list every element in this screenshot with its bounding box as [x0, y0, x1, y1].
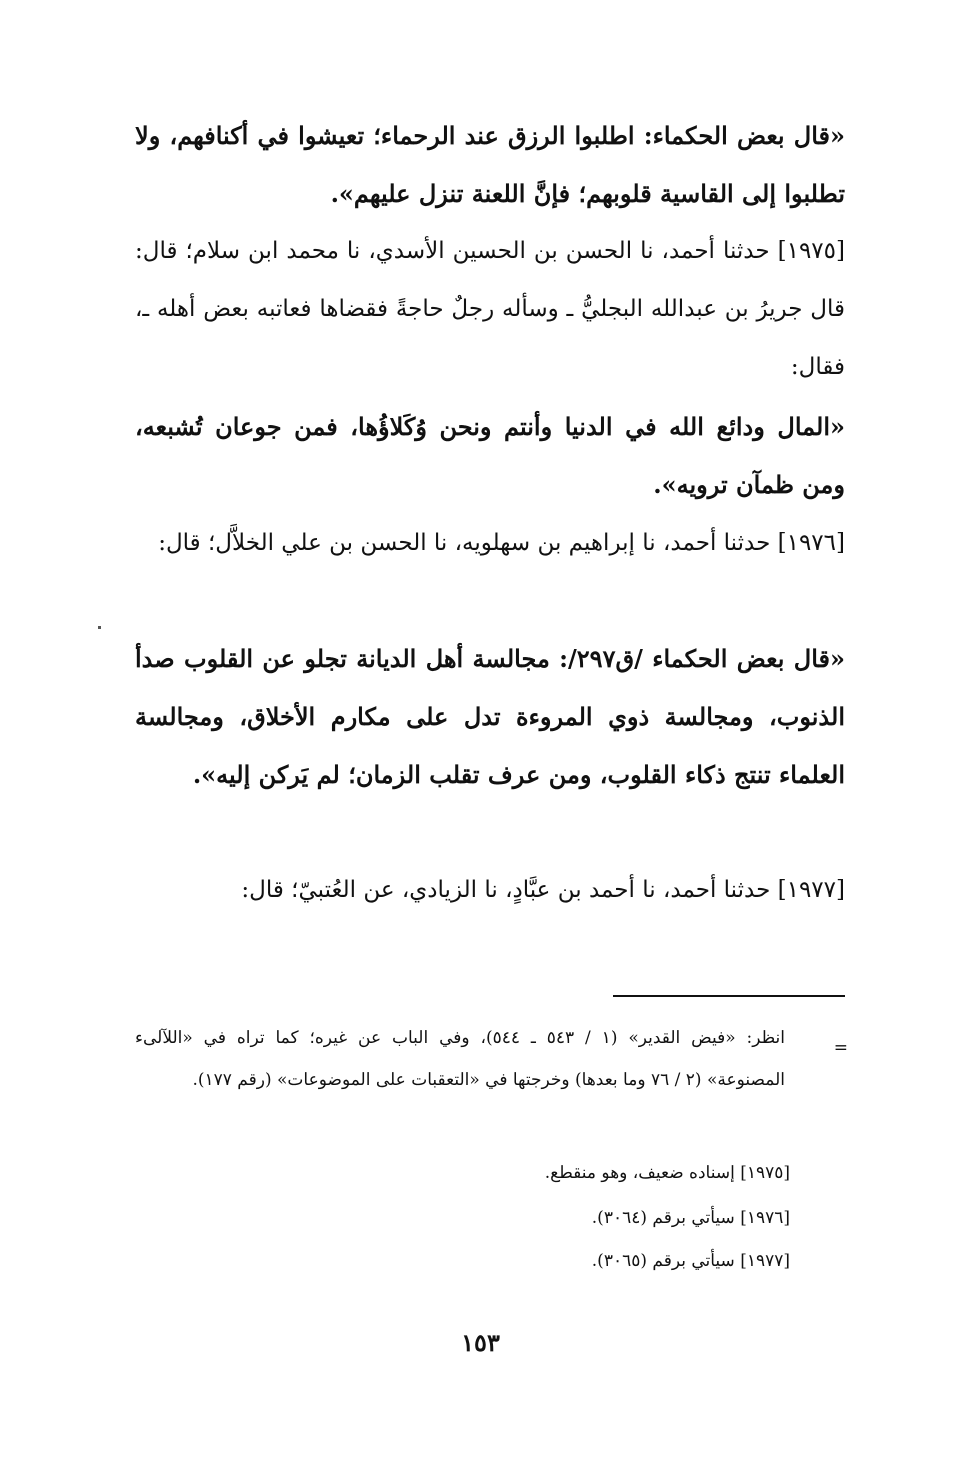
footnote-divider [613, 995, 845, 997]
quote-paragraph-1: «قال بعض الحكماء: اطلبوا الرزق عند الرحماء؛ تعيشوا في أكنافهم، ولا تطلبوا إلى القاسية قلوبهم؛ فإنَّ اللعنة تنزل عليهم». [135, 121, 846, 208]
footnote-continuation-mark: = [833, 1038, 848, 1058]
quote-paragraph-2: «المال ودائع الله في الدنيا وأنتم ونحن وُكَلاؤُها، فمن جوعان تُشبعه، ومن ظمآن ترويه». [135, 412, 845, 499]
page-body [135, 0, 848, 1475]
footnote-continuation: انظر: «فيض القدير» (١ / ٥٤٣ ـ ٥٤٤)، وفي الباب عن غيره؛ كما تراه في «اللآلىء المصنوعة» (٢ / ٧٦ وما بعدها) وخرجتها في «التعقبات على الموضوعات» (رقم ١٧٧). [135, 1028, 786, 1090]
hadith-1976-paragraph: [١٩٧٦] حدثنا أحمد، نا إبراهيم بن سهلويه، نا الحسن بن علي الخلاَّل؛ قال: [158, 530, 845, 556]
footnote-1977: [١٩٧٧] سيأتي برقم (٣٠٦٥). [591, 1251, 790, 1271]
margin-speck [98, 626, 101, 629]
hadith-1977-paragraph: [١٩٧٧] حدثنا أحمد، نا أحمد بن عبَّادٍ، نا الزيادي، عن العُتبيّ؛ قال: [241, 877, 845, 903]
page-number: ١٥٣ [461, 1328, 500, 1357]
quote-paragraph-3: «قال بعض الحكماء /ق٢٩٧/: مجالسة أهل الديانة تجلو عن القلوب صدأ الذنوب، ومجالسة ذوي المروءة تدل على مكارم الأخلاق، ومجالسة العلماء تنتج ذكاء القلوب، ومن عرف تقلب الزمان؛ لم يَركن إليه». [135, 644, 845, 789]
footnote-1976: [١٩٧٦] سيأتي برقم (٣٠٦٤). [591, 1208, 790, 1228]
footnote-1975: [١٩٧٥] إسناده ضعيف، وهو منقطع. [544, 1163, 790, 1183]
hadith-1975-paragraph: [١٩٧٥] حدثنا أحمد، نا الحسن بن الحسين الأسدي، نا محمد ابن سلام؛ قال: قال جريرُ بن عبدالله البجليُّ ـ وسأله رجلٌ حاجةً فقضاها فعاتبه بعض أهله ـ، فقال: [135, 238, 845, 380]
